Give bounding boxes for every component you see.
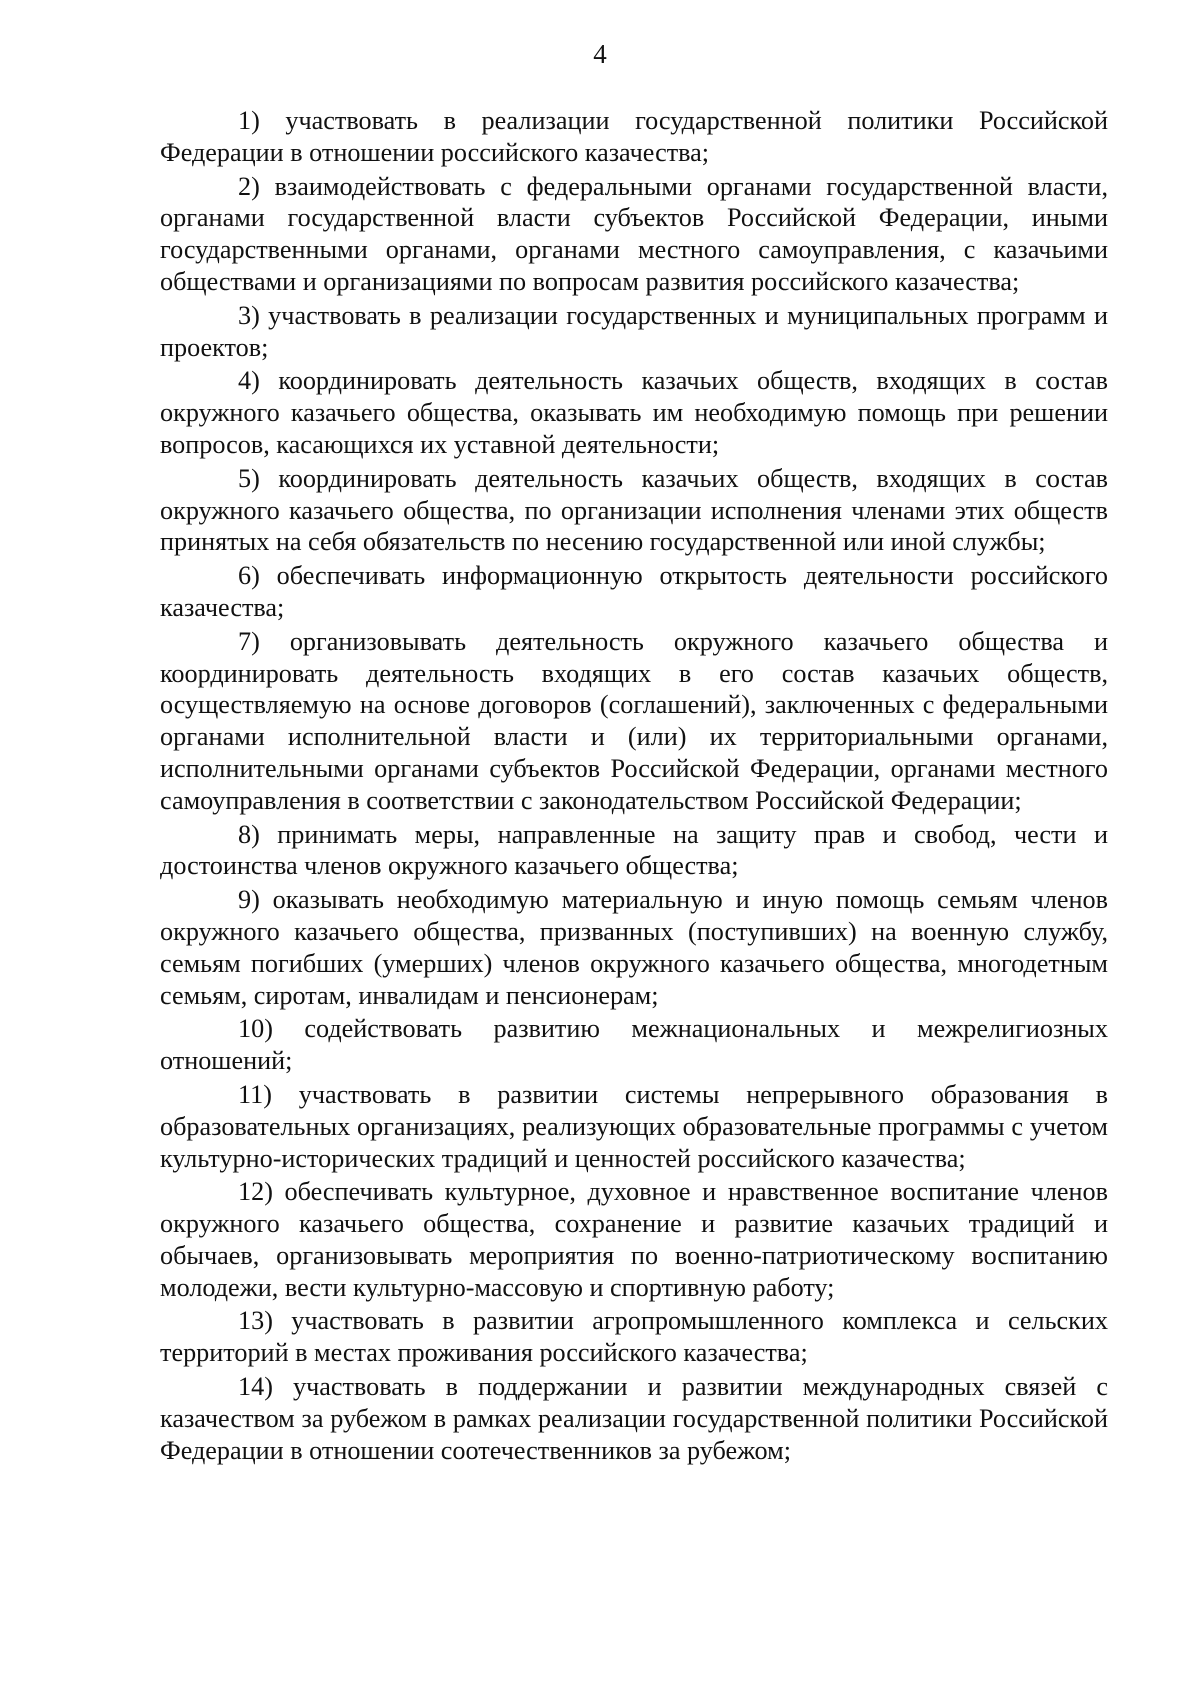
list-item-3: 3) участвовать в реализации государственных и муниципальных программ и проектов; [160,300,1108,362]
list-item-8: 8) принимать меры, направленные на защиту прав и свобод, чести и достоинства членов окружного казачьего общества; [160,819,1108,881]
list-item-14: 14) участвовать в поддержании и развитии международных связей с казачеством за рубежом в рамках реализации государственной политики Российской Федерации в отношении соотечественников за рубежом; [160,1372,1108,1465]
page-number: 4 [593,39,607,69]
list-item-4: 4) координировать деятельность казачьих обществ, входящих в состав окружного казачьего общества, оказывать им необходимую помощь при решении вопросов, касающихся их уставной деятельности; [160,366,1108,459]
list-item-13: 13) участвовать в развитии агропромышленного комплекса и сельских территорий в местах проживания российского казачества; [160,1306,1108,1368]
list-item-1: 1) участвовать в реализации государственной политики Российской Федерации в отношении российского казачества; [160,106,1108,167]
list-item-12: 12) обеспечивать культурное, духовное и нравственное воспитание членов окружного казачьего общества, сохранение и развитие казачьих традиций и обычаев, организовывать мероприятия по военно-патриотическому воспитанию молодежи, вести культурно-массовую и спортивную работу; [160,1177,1108,1302]
list-item-6: 6) обеспечивать информационную открытость деятельности российского казачества; [160,561,1108,622]
list-item-7: 7) организовывать деятельность окружного казачьего общества и координировать деятельность входящих в его состав казачьих обществ, осуществляемую на основе договоров (соглашений), заключенных с федеральными органами исполнительной власти и (или) их территориальными органами, исполнительными органами субъектов Российской Федерации, органами местного самоуправления в соответствии с законодательством Российской Федерации; [160,626,1108,815]
list-item-9: 9) оказывать необходимую материальную и иную помощь семьям членов окружного казачьего общества, призванных (поступивших) на военную службу, семьям погибших (умерших) членов окружного казачьего общества, многодетным семьям, сиротам, инвалидам и пенсионерам; [160,885,1108,1010]
document-body [160,105,1108,1468]
list-item-11: 11) участвовать в развитии системы непрерывного образования в образовательных организациях, реализующих образовательные программы с учетом культурно-исторических традиций и ценностей российского казачества; [160,1079,1108,1173]
list-item-10: 10) содействовать развитию межнациональных и межрелигиозных отношений; [160,1014,1108,1076]
list-item-5: 5) координировать деятельность казачьих обществ, входящих в состав окружного казачьего общества, по организации исполнения членами этих обществ принятых на себя обязательств по несению государственной или иной службы; [160,463,1108,557]
list-item-2: 2) взаимодействовать с федеральными органами государственной власти, органами государственной власти субъектов Российской Федерации, иными государственными органами, органами местного самоуправления, с казачьими обществами и организациями по вопросам развития российского казачества; [160,171,1108,296]
